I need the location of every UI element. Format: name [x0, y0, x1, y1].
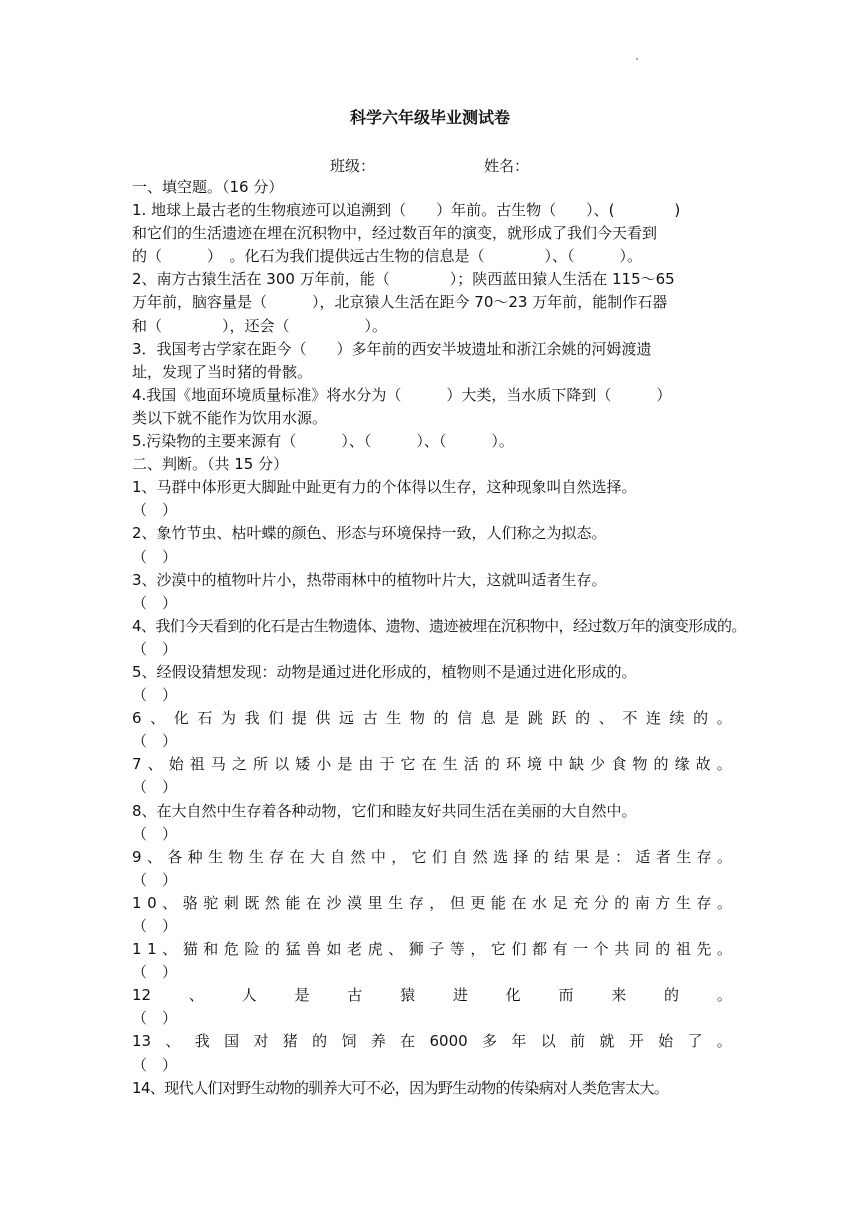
text-line [132, 938, 732, 961]
text-token: 、 [598, 709, 614, 728]
text-token: 活 [463, 755, 479, 774]
text-token: 石 [197, 709, 213, 728]
text-token: 先 [696, 940, 712, 959]
text-token: 国 [224, 1032, 240, 1051]
text-token: 9 [132, 847, 142, 866]
text-token: 南 [634, 893, 650, 912]
exam-content [132, 176, 746, 1100]
text-line: （ ） [132, 639, 178, 658]
text-token: 饲 [341, 1032, 357, 1051]
text-token: 自 [330, 847, 346, 866]
text-token: 存 [696, 847, 712, 866]
text-token: 6000 [429, 1032, 468, 1051]
text-token: 而 [558, 986, 574, 1005]
text-token: 13 [132, 1032, 152, 1051]
text-token: 化 [173, 709, 189, 728]
text-token: 养 [370, 1032, 386, 1051]
text-token: 共 [614, 940, 630, 959]
text-line: 3、沙漠中的植物叶片小，热带雨林中的植物叶片大，这就叫适者生存。 [132, 570, 607, 589]
text-token: 就 [599, 1032, 615, 1051]
text-token: 息 [480, 709, 496, 728]
text-token: 择 [513, 847, 529, 866]
text-line [132, 846, 732, 869]
text-token: 7 [132, 755, 142, 774]
text-token: 、 [162, 893, 178, 912]
text-token: 等 [449, 940, 465, 959]
text-token: 生 [207, 847, 223, 866]
text-token: 我 [194, 1032, 210, 1051]
text-line [132, 984, 732, 1007]
text-token: 刺 [223, 893, 239, 912]
text-token: 境 [527, 755, 543, 774]
text-token: 信 [457, 709, 473, 728]
text-token: 分 [593, 893, 609, 912]
text-token: 能 [285, 893, 301, 912]
text-token: 、 [147, 755, 163, 774]
text-token: 跳 [527, 709, 543, 728]
text-token: 种 [187, 847, 203, 866]
text-line [132, 753, 732, 776]
text-token: 它 [411, 847, 427, 866]
text-token: 险 [244, 940, 260, 959]
text-line: 8、在大自然中生存着各种动物，它们和睦友好共同生活在美丽的大自然中。 [132, 801, 637, 820]
text-token: 。 [716, 709, 732, 728]
text-token: 的 [484, 755, 500, 774]
text-token: 适 [635, 847, 651, 866]
text-token: 生 [388, 893, 404, 912]
text-token: 的 [614, 893, 630, 912]
text-token: 远 [339, 709, 355, 728]
text-line: 3．我国考古学家在距今（ ）多年前的西安半坡遗址和浙江余姚的河姆渡遗 [132, 339, 652, 358]
text-token: 骆 [182, 893, 198, 912]
text-token: 存 [696, 893, 712, 912]
text-line: （ ） [132, 824, 178, 843]
text-token: 的 [664, 986, 680, 1005]
text-token: 、 [146, 847, 162, 866]
text-token: 、 [165, 1032, 181, 1051]
text-token: 的 [575, 709, 591, 728]
text-token: 大 [309, 847, 325, 866]
text-line: 4.我国《地面环境质量标准》将水分为（ ）大类，当水质下降到（ ） [132, 385, 672, 404]
text-token: 少 [590, 755, 606, 774]
text-token: 连 [645, 709, 661, 728]
text-token: 环 [505, 755, 521, 774]
text-line: （ ） [132, 1055, 178, 1074]
text-token: 以 [274, 755, 290, 774]
text-token: 古 [347, 986, 363, 1005]
text-line: （ ） [132, 1009, 178, 1028]
text-token: 充 [573, 893, 589, 912]
text-token: 我 [244, 709, 260, 728]
text-token: 是 [594, 847, 610, 866]
text-token: 的 [433, 709, 449, 728]
class-label: 班级： [330, 157, 376, 175]
text-token: 故 [695, 755, 711, 774]
text-token: 们 [511, 940, 527, 959]
text-token: 水 [532, 893, 548, 912]
text-token: 驼 [203, 893, 219, 912]
text-token: 来 [611, 986, 627, 1005]
text-line: 2、象竹节虫、枯叶蝶的颜色、形态与环境保持一致，人们称之为拟态。 [132, 524, 607, 543]
text-token: 里 [367, 893, 383, 912]
text-token: 狮 [408, 940, 424, 959]
text-token: 前 [570, 1032, 586, 1051]
text-token: 年 [511, 1032, 527, 1051]
text-token: 都 [532, 940, 548, 959]
text-token: 物 [632, 755, 648, 774]
text-token: 。 [716, 847, 732, 866]
text-token: 始 [658, 1032, 674, 1051]
text-line: 5.污染物的主要来源有（ ）、（ ）、（ ）。 [132, 432, 514, 451]
text-token: 虎 [367, 940, 383, 959]
text-line: 类以下就不能作为饮用水源。 [132, 408, 328, 427]
text-token: ： [615, 847, 631, 866]
text-token: 提 [291, 709, 307, 728]
text-token: 存 [408, 893, 424, 912]
text-line: 的（ ） 。化石为我们提供远古生物的信息是（ ）、（ ）。 [132, 247, 643, 266]
text-token: 。 [716, 986, 732, 1005]
text-token: 足 [552, 893, 568, 912]
text-line: 万年前，脑容量是（ ），北京猿人生活在距今 70～23 万年前，能制作石器 [132, 293, 668, 312]
text-token: 猪 [282, 1032, 298, 1051]
text-token: 猫 [182, 940, 198, 959]
text-line [132, 707, 732, 730]
text-token: 各 [167, 847, 183, 866]
text-token: 所 [253, 755, 269, 774]
text-token: 然 [264, 893, 280, 912]
text-token: 是 [294, 986, 310, 1005]
text-token: 生 [675, 893, 691, 912]
text-token: 6 [132, 709, 142, 728]
text-token: 始 [168, 755, 184, 774]
text-token: 的 [653, 755, 669, 774]
text-line: 1、马群中体形更大脚趾中趾更有力的个体得以生存，这种现象叫自然选择。 [132, 478, 637, 497]
text-token: 但 [449, 893, 465, 912]
text-token: 然 [472, 847, 488, 866]
text-line [132, 1030, 732, 1053]
text-token: ， [429, 893, 445, 912]
text-token: 、 [162, 940, 178, 959]
text-token: 然 [350, 847, 366, 866]
text-token: 生 [248, 847, 264, 866]
text-line: （ ） [132, 870, 178, 889]
text-token: 了 [687, 1032, 703, 1051]
text-token: 续 [669, 709, 685, 728]
text-token: 在 [421, 755, 437, 774]
text-token: 物 [409, 709, 425, 728]
text-token: 、 [150, 709, 166, 728]
text-token: 1 [132, 940, 142, 959]
text-line: 二、判断。（共 15 分） [132, 455, 289, 474]
text-token: 同 [634, 940, 650, 959]
text-token: 老 [347, 940, 363, 959]
text-token: 之 [231, 755, 247, 774]
text-line: 1. 地球上最古老的生物痕迹可以追溯到（ ）年前。古生物（ ）、( ) [132, 201, 681, 220]
text-token: 1 [147, 940, 157, 959]
text-token: 生 [442, 755, 458, 774]
text-token: 古 [362, 709, 378, 728]
text-line: （ ） [132, 547, 178, 566]
text-line: 4、我们今天看到的化石是古生物遗体、遗物、遗迹被埋在沉积物中，经过数万年的演变形成的。 [132, 616, 746, 635]
text-token: 自 [452, 847, 468, 866]
text-token: 祖 [189, 755, 205, 774]
text-token: 的 [533, 847, 549, 866]
text-token: ， [470, 940, 486, 959]
text-line: （ ） [132, 593, 178, 612]
text-line: （ ） [132, 732, 178, 751]
text-token: 选 [493, 847, 509, 866]
text-token: 开 [628, 1032, 644, 1051]
text-line: 一、填空题。（16 分） [132, 178, 284, 196]
text-token: 生 [676, 847, 692, 866]
text-token: 它 [400, 755, 416, 774]
text-token: 对 [253, 1032, 269, 1051]
text-token: 如 [326, 940, 342, 959]
text-token: 是 [504, 709, 520, 728]
text-token: 危 [223, 940, 239, 959]
text-token: 物 [228, 847, 244, 866]
text-token: 马 [210, 755, 226, 774]
text-token: 中 [370, 847, 386, 866]
text-token: 既 [244, 893, 260, 912]
text-token: 。 [716, 755, 732, 774]
text-line: 和（ ），还会（ ）。 [132, 316, 388, 335]
text-token: 。 [716, 1032, 732, 1051]
text-token: 。 [716, 940, 732, 959]
text-line: （ ） [132, 686, 178, 705]
text-token: 猿 [400, 986, 416, 1005]
text-token: 它 [490, 940, 506, 959]
text-token: 更 [470, 893, 486, 912]
text-token: 进 [452, 986, 468, 1005]
text-token: 以 [540, 1032, 556, 1051]
text-line: （ ） [132, 963, 178, 982]
text-token: 果 [574, 847, 590, 866]
text-token: 方 [655, 893, 671, 912]
text-token: 漠 [347, 893, 363, 912]
text-token: 有 [552, 940, 568, 959]
text-token: 的 [655, 940, 671, 959]
text-token: 猛 [285, 940, 301, 959]
text-token: 、 [388, 940, 404, 959]
text-token: 子 [429, 940, 445, 959]
text-token: 人 [241, 986, 257, 1005]
text-line: （ ） [132, 501, 178, 520]
text-token: 能 [490, 893, 506, 912]
text-token: 存 [269, 847, 285, 866]
text-token: 和 [203, 940, 219, 959]
text-token: 者 [655, 847, 671, 866]
text-token: 多 [482, 1032, 498, 1051]
text-token: 在 [511, 893, 527, 912]
text-line: （ ） [132, 778, 178, 797]
text-line: 2、南方古猿生活在 300 万年前，能（ ）；陕西蓝田猿人生活在 115～65 [132, 270, 675, 289]
text-token: 是 [337, 755, 353, 774]
text-token: 兽 [305, 940, 321, 959]
text-token: 小 [316, 755, 332, 774]
text-token: 不 [622, 709, 638, 728]
text-line: 5、经假设猜想发现：动物是通过进化形成的，植物则不是通过进化形成的。 [132, 662, 637, 681]
text-token: 。 [716, 893, 732, 912]
text-token: 于 [379, 755, 395, 774]
text-token: 在 [305, 893, 321, 912]
text-token: 跃 [551, 709, 567, 728]
text-token: 祖 [675, 940, 691, 959]
text-token: 们 [268, 709, 284, 728]
text-token: 结 [554, 847, 570, 866]
text-line: 址，发现了当时猪的骨骸。 [132, 362, 313, 381]
text-token: 供 [315, 709, 331, 728]
text-token: 的 [312, 1032, 328, 1051]
text-token: 由 [358, 755, 374, 774]
text-token: 中 [548, 755, 564, 774]
text-token: 一 [573, 940, 589, 959]
text-token: 们 [431, 847, 447, 866]
text-line: （ ） [132, 917, 178, 935]
text-token: 0 [147, 893, 157, 912]
text-token: 矮 [295, 755, 311, 774]
text-token: 在 [289, 847, 305, 866]
text-token: 的 [264, 940, 280, 959]
text-token: 在 [400, 1032, 416, 1051]
text-line: 和它们的生活遗迹在埋在沉积物中，经过数百年的演变，就形成了我们今天看到 [132, 224, 658, 243]
text-line: 14、现代人们对野生动物的驯养大可不必，因为野生动物的传染病对人类危害太大。 [132, 1078, 669, 1097]
text-token: 化 [505, 986, 521, 1005]
text-token: 12 [132, 986, 152, 1005]
name-label: 姓名： [484, 157, 530, 175]
text-token: ， [391, 847, 407, 866]
text-token: 缘 [674, 755, 690, 774]
text-token: 食 [611, 755, 627, 774]
text-token: 的 [693, 709, 709, 728]
text-token: 个 [593, 940, 609, 959]
text-token: 沙 [326, 893, 342, 912]
text-token: 缺 [569, 755, 585, 774]
page-title: 科学六年级毕业测试卷 [349, 108, 510, 127]
page-dot [636, 58, 638, 60]
text-token: 1 [132, 893, 142, 912]
text-token: 生 [386, 709, 402, 728]
text-token: 为 [220, 709, 236, 728]
text-token: 、 [188, 986, 204, 1005]
text-line [132, 892, 732, 915]
